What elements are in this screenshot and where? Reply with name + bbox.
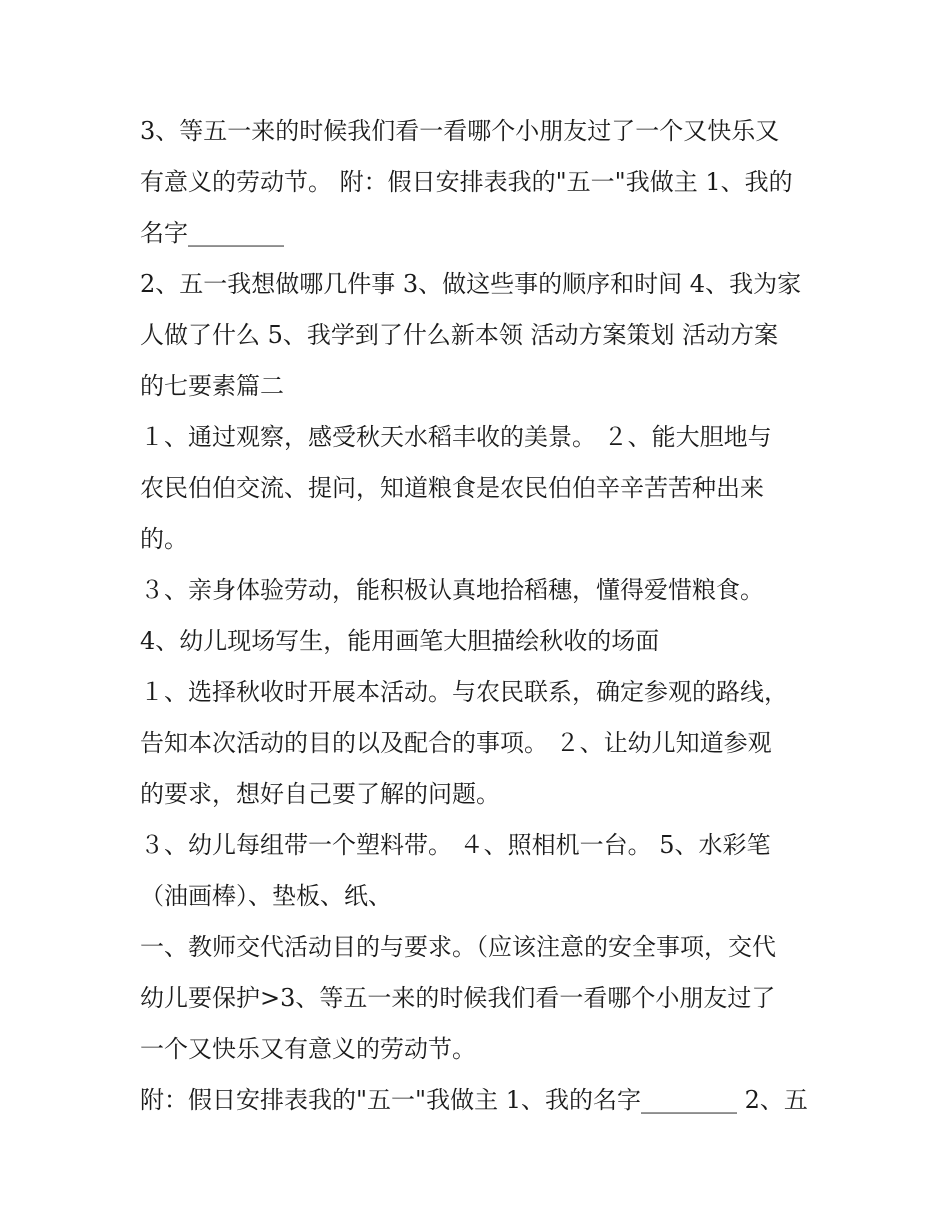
text-line: 有意义的劳动节。 附：假日安排表我的"五一"我做主 1、我的 — [140, 168, 793, 196]
text-line: （油画棒）、垫板、纸、 — [140, 882, 392, 910]
text-line: 名字________ — [140, 219, 284, 247]
text-line: １、通过观察，感受秋天水稻丰收的美景。 ２、能大胆地与 — [140, 423, 772, 451]
text-line: 幼儿要保护>3、等五一来的时候我们看一看哪个小朋友过了 — [140, 984, 776, 1012]
text-line: 告知本次活动的目的以及配合的事项。 ２、让幼儿知道参观 — [140, 729, 772, 757]
text-line: 的七要素篇二 — [140, 372, 284, 400]
text-line: ３、幼儿每组带一个塑料带。 ４、照相机一台。 5、水彩笔 — [140, 831, 771, 859]
text-line: 3、等五一来的时候我们看一看哪个小朋友过了一个又快乐又 — [140, 117, 780, 145]
text-line: 4、幼儿现场写生，能用画笔大胆描绘秋收的场面 — [140, 627, 660, 655]
text-line: 的。 — [140, 525, 188, 553]
document-body — [140, 106, 820, 1126]
text-line: 的要求，想好自己要了解的问题。 — [140, 780, 500, 808]
text-line: 一个又快乐又有意义的劳动节。 — [140, 1035, 476, 1063]
text-line: ３、亲身体验劳动，能积极认真地拾稻穗，懂得爱惜粮食。 — [140, 576, 764, 604]
text-line: 2、五一我想做哪几件事 3、做这些事的顺序和时间 4、我为家 — [140, 270, 802, 298]
text-line: 农民伯伯交流、提问，知道粮食是农民伯伯辛辛苦苦种出来 — [140, 474, 764, 502]
text-line: 一、教师交代活动目的与要求。（应该注意的安全事项，交代 — [140, 933, 776, 961]
text-line: 人做了什么 5、我学到了什么新本领 活动方案策划 活动方案 — [140, 321, 779, 349]
text-line: １、选择秋收时开展本活动。与农民联系，确定参观的路线， — [140, 678, 788, 706]
text-line: 附：假日安排表我的"五一"我做主 1、我的名字________ 2、五 — [140, 1086, 808, 1114]
